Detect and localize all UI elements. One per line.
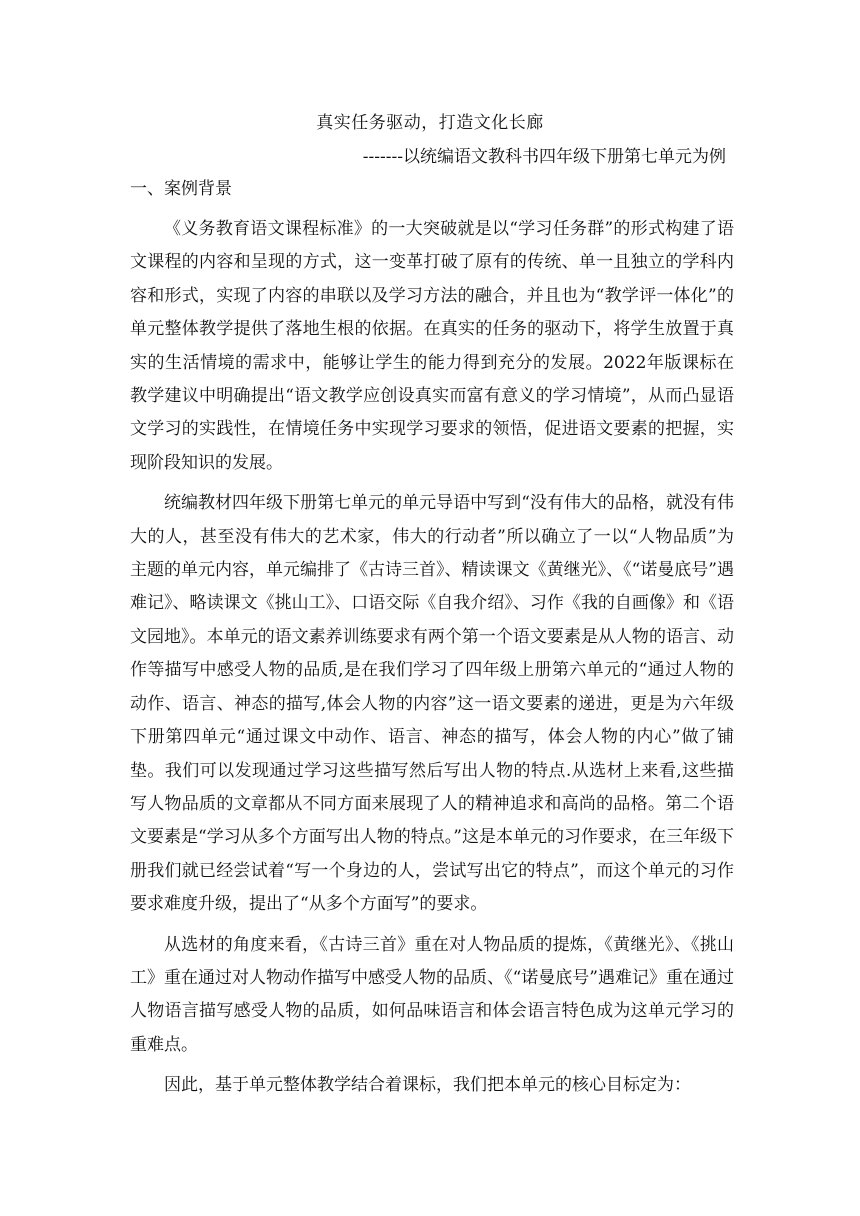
section-heading: 一、案例背景 [130, 179, 232, 199]
paragraph: 统编教材四年级下册第七单元的单元导语中写到“没有伟大的品格，就没有伟大的人，甚至没有伟大的艺术家，伟大的行动者”所以确立了一以“人物品质”为主题的单元内容，单元编排了《古诗三首》、精读课文《黄继光》、《“诺曼底号”遇难记》、略读课文《挑山工》、口语交际《自我介绍》、习作《我的自画像》和《语文园地》。本单元的语文素养训练要求有两个第一个语文要素是从人物的语言、动作等描写中感受人物的品质,是在我们学习了四年级上册第六单元的“通过人物的动作、语言、神态的描写,体会人物的内容”这一语文要素的递进，更是为六年级下册第四单元“通过课文中动作、语言、神态的描写，体会人物的内心”做了铺垫。我们可以发现通过学习这些描写然后写出人物的特点.从选材上来看,这些描写人物品质的文章都从不同方面来展现了人的精神追求和高尚的品格。第二个语文要素是“学习从多个方面写出人物的特点。”这是本单元的习作要求，在三年级下册我们就已经尝试着“写一个身边的人，尝试写出它的特点”，而这个单元的习作要求难度升级，提出了“从多个方面写”的要求。 [130, 493, 734, 915]
paragraph: 从选材的角度来看，《古诗三首》重在对人物品质的提炼，《黄继光》、《挑山工》重在通过对人物动作描写中感受人物的品质、《“诺曼底号”遇难记》重在通过人物语言描写感受人物的品质，如何品味语言和体会语言特色成为这单元学习的重难点。 [130, 934, 734, 1055]
document-title: 真实任务驱动，打造文化长廊 [316, 113, 544, 133]
document-body [130, 213, 734, 1110]
paragraph: 《义务教育语文课程标准》的一大突破就是以“学习任务群”的形式构建了语文课程的内容和呈现的方式，这一变革打破了原有的传统、单一且独立的学科内容和形式，实现了内容的串联以及学习方法的融合，并且也为“教学评一体化”的单元整体教学提供了落地生根的依据。在真实的任务的驱动下，将学生放置于真实的生活情境的需求中，能够让学生的能力得到充分的发展。2022年版课标在教学建议中明确提出“语文教学应创设真实而富有意义的学习情境”，从而凸显语文学习的实践性，在情境任务中实现学习要求的领悟，促进语文要素的把握，实现阶段知识的发展。 [130, 219, 734, 473]
paragraph: 因此，基于单元整体教学结合着课标，我们把本单元的核心目标定为： [164, 1075, 691, 1096]
document-subtitle: -------以统编语文教科书四年级下册第七单元为例 [362, 147, 726, 167]
